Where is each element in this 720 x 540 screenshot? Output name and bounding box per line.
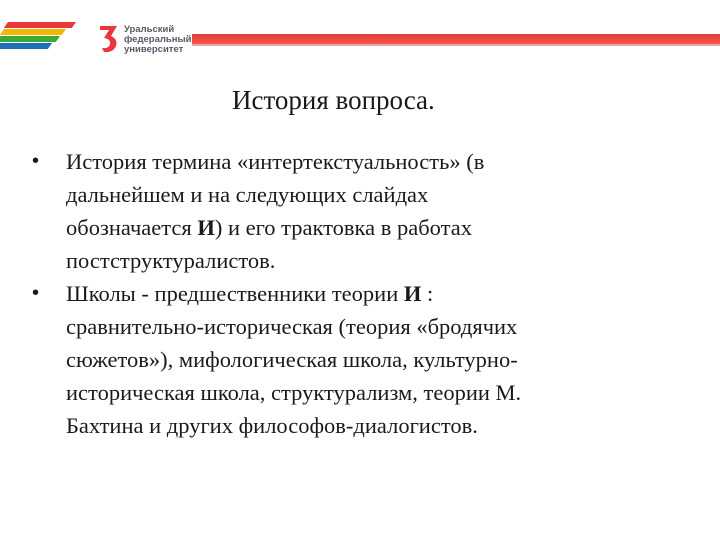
bullet-text: :	[421, 281, 434, 306]
bullet-dot-icon: •	[32, 150, 40, 172]
bullet-text-line	[66, 376, 652, 409]
bullet-text-bold: И	[197, 215, 215, 240]
bullet-text: историческая школа, структурализм, теории М.	[66, 380, 522, 405]
header-red-bar	[192, 34, 720, 44]
university-name-line: Уральский	[124, 24, 175, 35]
bullet-text: сравнительно-историческая (теория «бродячих	[66, 314, 518, 339]
university-logo-icon	[98, 24, 120, 54]
bullet-text: сюжетов»), мифологическая школа, культурно-	[66, 347, 518, 372]
bullet-dot-icon: •	[32, 282, 40, 304]
bullet-text: Бахтина и других философов-диалогистов.	[66, 413, 478, 438]
bullet-text: постструктуралистов.	[66, 248, 276, 273]
bullet-text-line	[66, 409, 652, 442]
bullet-text-line	[66, 310, 652, 343]
stripe-green	[0, 36, 60, 42]
stripe-yellow	[0, 29, 66, 35]
bullet-text-line	[66, 178, 652, 211]
stripe-red	[4, 22, 76, 28]
header-red-bar-shadow	[192, 44, 720, 46]
bullet-text-line	[66, 277, 652, 310]
bullet-text-bold: И	[403, 281, 422, 306]
bullet-item	[32, 145, 652, 277]
bullet-text-line	[66, 211, 652, 244]
university-name-line: федеральный	[124, 34, 192, 45]
university-name	[124, 25, 191, 55]
bullet-item	[32, 277, 652, 442]
slide-title: История вопроса.	[232, 85, 435, 115]
bullet-text: История термина «интертекстуальность» (в	[66, 149, 485, 174]
bullet-text: Школы - предшественники теории	[66, 281, 404, 306]
bullet-text-line	[66, 343, 652, 376]
bullet-text-line	[66, 244, 652, 277]
bullet-list	[32, 145, 652, 442]
bullet-text: обозначается	[66, 215, 198, 240]
bullet-text-line	[66, 145, 652, 178]
bullet-text: ) и его трактовка в работах	[214, 215, 472, 240]
stripe-blue	[0, 43, 52, 49]
header	[0, 0, 720, 60]
university-name-line: университет	[124, 44, 184, 55]
bullet-text: дальнейшем и на следующих слайдах	[66, 182, 429, 207]
